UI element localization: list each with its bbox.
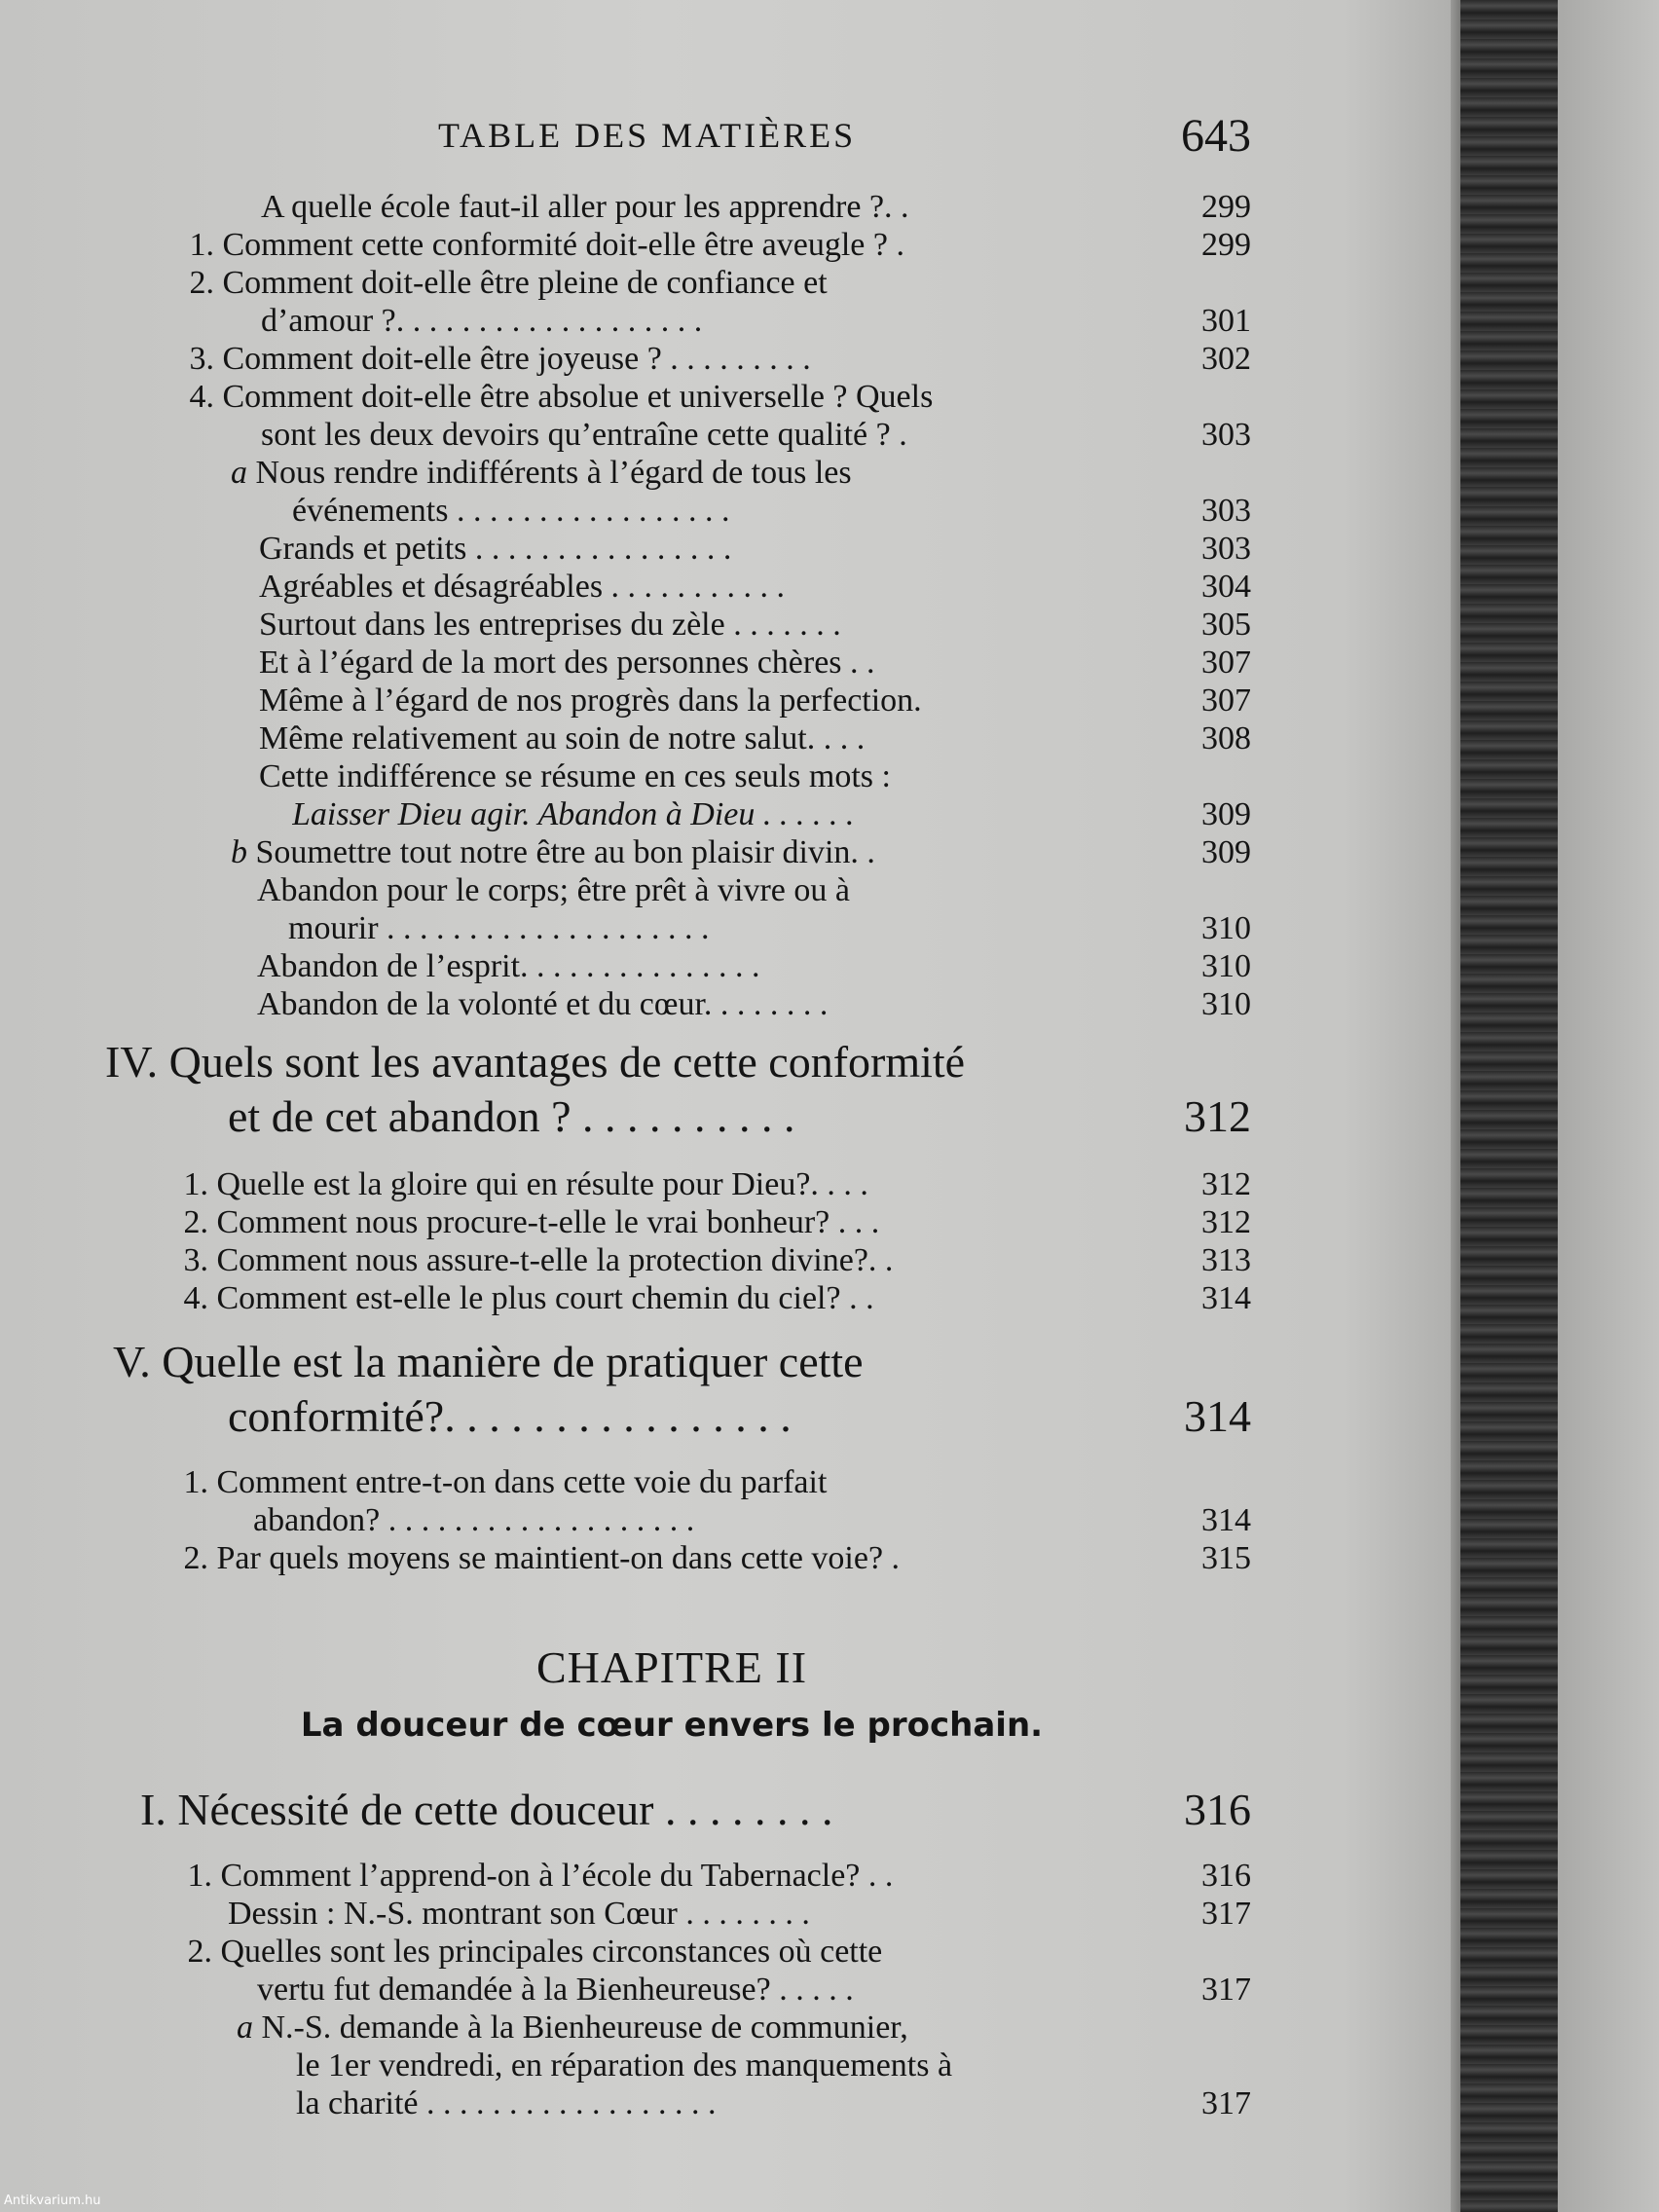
section-roman: V. (113, 1337, 151, 1386)
toc-entry: a N.-S. demande à la Bienheureuse de communier, (237, 2009, 908, 2046)
section-page-number: 312 (1184, 1091, 1251, 1141)
toc-page-number: 314 (1201, 1502, 1251, 1538)
toc-page-number: 303 (1201, 493, 1251, 529)
toc-entry: Même relativement au soin de notre salut. . . . 308 (259, 720, 1251, 756)
toc-page-number: 304 (1201, 569, 1251, 605)
toc-page-number: 316 (1201, 1858, 1251, 1894)
toc-entry: Abandon de l’esprit. . . . . . . . . . . . . . . 310 (257, 948, 1251, 984)
toc-entry: 1. Comment entre-t-on dans cette voie du parfait (183, 1464, 828, 1500)
toc-entry: 2. Comment doit-elle être pleine de confiance et (189, 265, 828, 301)
toc-page-number: 310 (1201, 948, 1251, 984)
toc-page-number: 310 (1201, 910, 1251, 946)
toc-page-number: 314 (1201, 1280, 1251, 1316)
section-heading-v: V. Quelle est la manière de pratiquer cette (113, 1337, 864, 1386)
toc-page-number: 317 (1201, 1972, 1251, 2008)
book-spine (1460, 0, 1558, 2212)
toc-entry: mourir . . . . . . . . . . . . . . . . . . . . 310 (288, 910, 1251, 946)
background-strip (1558, 0, 1659, 2212)
toc-entry: la charité . . . . . . . . . . . . . . . . . . 317 (296, 2085, 1251, 2121)
toc-entry: A quelle école faut-il aller pour les apprendre ?. . 299 (261, 189, 1251, 225)
toc-entry: vertu fut demandée à la Bienheureuse? . . . . . 317 (257, 1972, 1251, 2008)
toc-entry: Abandon de la volonté et du cœur. . . . . . . . 310 (257, 986, 1251, 1022)
section-heading-iv-continued: et de cet abandon ? . . . . . . . . . . 312 (228, 1091, 1251, 1141)
section-heading-iv: IV. Quels sont les avantages de cette conformité (105, 1037, 966, 1087)
toc-entry: Surtout dans les entreprises du zèle . . . . . . . 305 (259, 607, 1251, 643)
toc-entry: 2. Par quels moyens se maintient-on dans cette voie? . 315 (183, 1540, 1251, 1576)
toc-entry: Abandon pour le corps; être prêt à vivre ou à (257, 872, 850, 908)
toc-page-number: 303 (1201, 417, 1251, 453)
toc-entry: Grands et petits . . . . . . . . . . . . . . . . 303 (259, 531, 1251, 567)
toc-entry: événements . . . . . . . . . . . . . . . . . 303 (292, 493, 1251, 529)
toc-entry: Agréables et désagréables . . . . . . . . . . . 304 (259, 569, 1251, 605)
running-title: TABLE DES MATIÈRES (438, 116, 857, 155)
toc-page-number: 307 (1201, 645, 1251, 681)
toc-page-number: 307 (1201, 682, 1251, 719)
toc-page-number: 308 (1201, 720, 1251, 756)
toc-entry: le 1er vendredi, en réparation des manquements à (296, 2047, 953, 2083)
toc-entry: Cette indifférence se résume en ces seuls mots : (259, 758, 891, 794)
toc-page-number: 302 (1201, 341, 1251, 377)
toc-page-number: 312 (1201, 1166, 1251, 1202)
toc-entry: a Nous rendre indifférents à l’égard de tous les (231, 455, 852, 491)
toc-page-number: 299 (1201, 189, 1251, 225)
section-roman: IV. (105, 1037, 159, 1087)
toc-entry: Même à l’égard de nos progrès dans la perfection. 307 (259, 682, 1251, 719)
toc-page-number: 310 (1201, 986, 1251, 1022)
section-page-number: 316 (1184, 1785, 1251, 1834)
toc-entry: 3. Comment doit-elle être joyeuse ? . . . . . . . . . 302 (189, 341, 1251, 377)
toc-page-number: 301 (1201, 303, 1251, 339)
chapter-subtitle: La douceur de cœur envers le prochain. (300, 1706, 1044, 1745)
section-roman: I. (140, 1785, 166, 1834)
toc-entry: Et à l’égard de la mort des personnes chères . . 307 (259, 645, 1251, 681)
page-number: 643 (1181, 110, 1251, 162)
toc-page-number: 312 (1201, 1204, 1251, 1240)
toc-entry: 4. Comment doit-elle être absolue et universelle ? Quels (189, 379, 934, 415)
toc-entry: Dessin : N.-S. montrant son Cœur . . . . . . . . 317 (228, 1896, 1251, 1932)
toc-page-number: 303 (1201, 531, 1251, 567)
toc-page-number: 315 (1201, 1540, 1251, 1576)
toc-page-number: 299 (1201, 227, 1251, 263)
toc-entry: Laisser Dieu agir. Abandon à Dieu . . . . . . 309 (292, 796, 1251, 832)
section-heading-v-continued: conformité?. . . . . . . . . . . . . . . . 314 (228, 1391, 1251, 1441)
watermark-text: Antikvarium.hu (4, 2194, 101, 2208)
toc-page-number: 317 (1201, 2085, 1251, 2121)
toc-entry: 1. Quelle est la gloire qui en résulte pour Dieu?. . . . 312 (183, 1166, 1251, 1202)
toc-page-number: 305 (1201, 607, 1251, 643)
section-page-number: 314 (1184, 1391, 1251, 1441)
chapter-title: CHAPITRE II (535, 1642, 808, 1692)
toc-entry: 4. Comment est-elle le plus court chemin du ciel? . . 314 (183, 1280, 1251, 1316)
toc-entry: sont les deux devoirs qu’entraîne cette qualité ? . 303 (261, 417, 1251, 453)
page-header (438, 109, 1251, 167)
toc-page-number: 317 (1201, 1896, 1251, 1932)
toc-page-number: 313 (1201, 1242, 1251, 1278)
toc-entry: 2. Comment nous procure-t-elle le vrai bonheur? . . . 312 (183, 1204, 1251, 1240)
toc-page-number: 309 (1201, 834, 1251, 870)
toc-page-number: 309 (1201, 796, 1251, 832)
section-heading-i: I. Nécessité de cette douceur . . . . . . . . 316 (140, 1785, 1251, 1834)
toc-entry: 1. Comment l’apprend-on à l’école du Tabernacle? . . 316 (187, 1858, 1251, 1894)
toc-entry: 2. Quelles sont les principales circonstances où cette (187, 1934, 883, 1970)
toc-entry: 1. Comment cette conformité doit-elle être aveugle ? . 299 (189, 227, 1251, 263)
toc-entry: abandon? . . . . . . . . . . . . . . . . . . . 314 (253, 1502, 1251, 1538)
toc-entry: b Soumettre tout notre être au bon plaisir divin. . 309 (231, 834, 1251, 870)
toc-entry: 3. Comment nous assure-t-elle la protection divine?. . 313 (183, 1242, 1251, 1278)
toc-entry: d’amour ?. . . . . . . . . . . . . . . . . . . 301 (261, 303, 1251, 339)
